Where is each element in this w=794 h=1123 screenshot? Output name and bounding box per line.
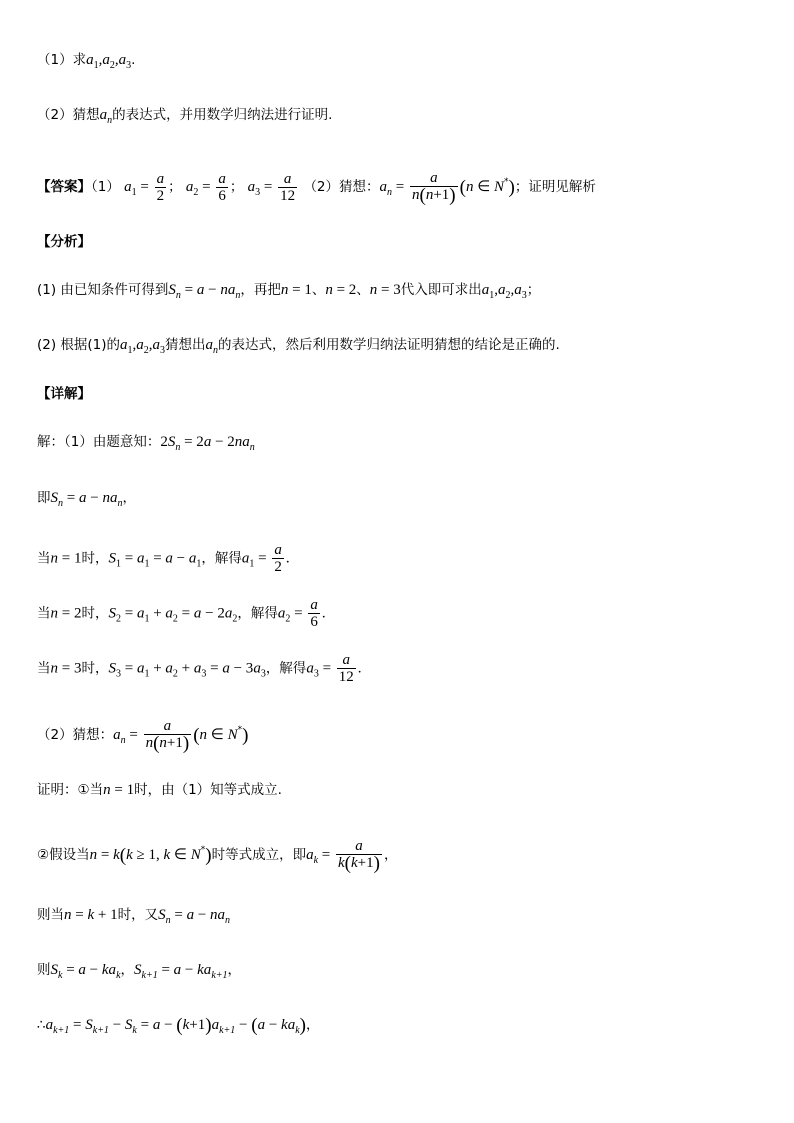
proof-step-1: 证明：①当n = 1时，由（1）知等式成立. bbox=[37, 782, 282, 798]
analysis-heading: 【分析】 bbox=[37, 234, 91, 250]
solution-n1: 当n = 1时，$S_1 = a_1 = a - a_1$，解得$a_1$ = $\frac{a}{2}$ . bbox=[37, 542, 290, 575]
analysis-1: (1) 由已知条件可得到$S_n = a - na_n$，再把n = 1、n = 2、n = 3代入即可求出$a_1,a_2,a_3$； bbox=[37, 282, 541, 301]
proof-step-2: ②假设当n = k(k ≥ 1, k ∈ N*)时等式成立，即$a_k$ = $\frac{a}{k(k+1)}$ ， bbox=[37, 838, 398, 874]
proof-step-3: 则当n = k + 1时，又$S_n = a - na_n$ bbox=[37, 907, 231, 926]
solution-line-2: 即$S_n = a - na_n$， bbox=[37, 490, 136, 509]
detail-heading: 【详解】 bbox=[37, 386, 91, 402]
question-1: （1）求$a_1,a_2,a_3$. bbox=[37, 52, 136, 71]
solution-n3: 当n = 3时，$S_3 = a_1 + a_2 + a_3 = a - 3a_3$，解得$a_3$ = $\frac{a}{12}$ . bbox=[37, 652, 362, 685]
answer-line: 【答案】（1） $a_1$ = $\frac{a}{2}$ ； $a_2$ = $\frac{a}{6}$ ； $a_3$ = $\frac{a}{12}$ （2）猜想：$a_n$ = $\frac{a}{n(n+1)}$ (n ∈ N*)；证明见解析 bbox=[37, 170, 596, 206]
solution-n2: 当n = 2时，$S_2 = a_1 + a_2 = a - 2a_2$，解得$a_2$ = $\frac{a}{6}$ . bbox=[37, 597, 326, 630]
proof-step-4: 则$S_k = a - ka_k$，$S_{k+1} = a - ka_{k+1}$， bbox=[37, 962, 241, 981]
analysis-2: (2) 根据(1)的$a_1,a_2,a_3$猜想出$a_n$的表达式，然后利用数学归纳法证明猜想的结论是正确的. bbox=[37, 337, 560, 356]
guess-line: （2）猜想：$a_n$ = $\frac{a}{n(n+1)}$ (n ∈ N*) bbox=[37, 718, 249, 754]
proof-step-5: $\therefore a_{k+1} = S_{k+1} - S_k = a - (k+1)a_{k+1} - (a - ka_k)$， bbox=[37, 1015, 320, 1036]
question-2: （2）猜想$a_n$的表达式，并用数学归纳法进行证明. bbox=[37, 107, 333, 126]
solution-line-1: 解：（1）由题意知：$2S_n = 2a - 2na_n$ bbox=[37, 434, 255, 453]
